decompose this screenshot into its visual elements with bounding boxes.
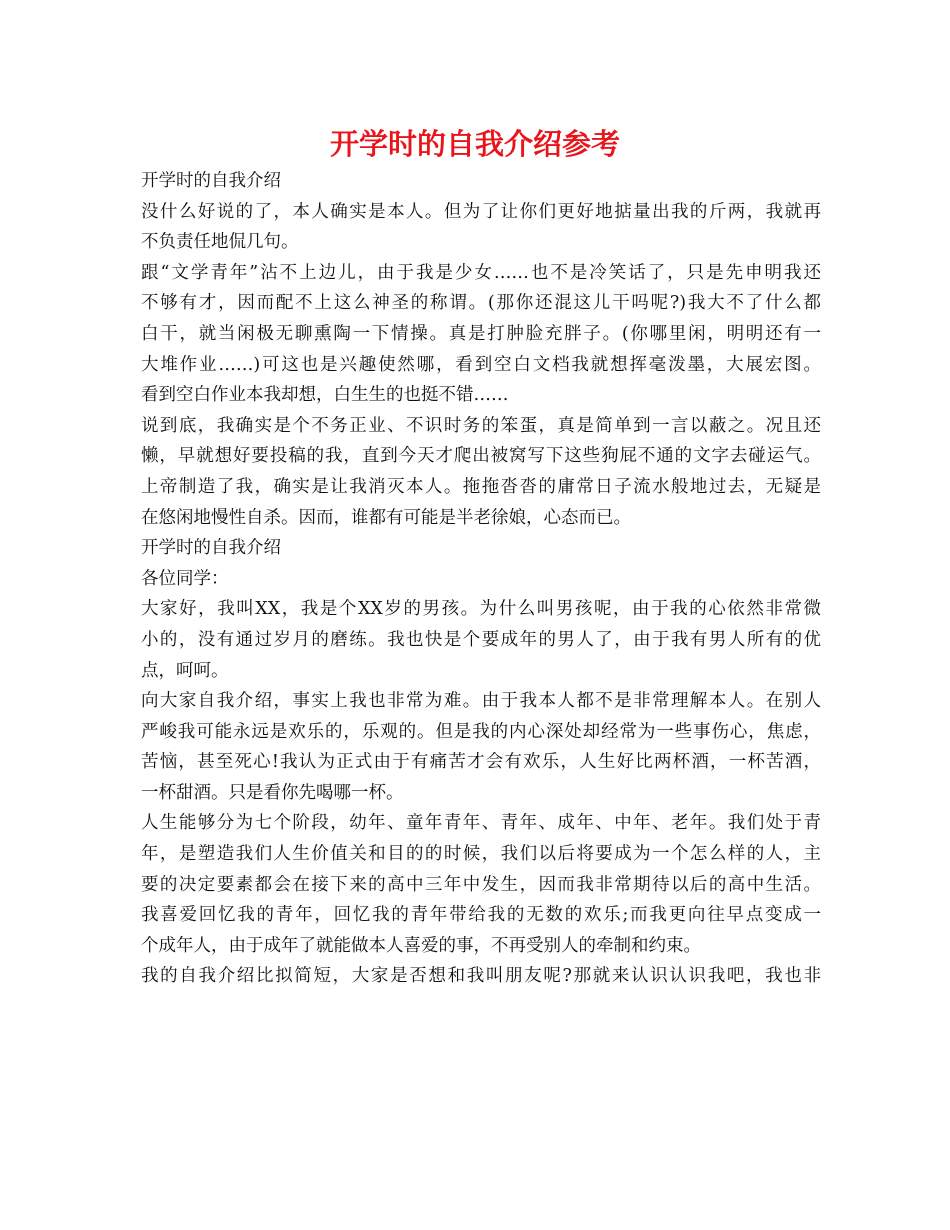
text-line: 跟“文学青年”沾不上边儿，由于我是少女……也不是冷笑话了，只是先申明我还 [141,262,821,283]
text-line: 个成年人，由于成年了就能做本人喜爱的事，不再受别人的牵制和约束。 [141,935,701,956]
text-line: 白干，就当闲极无聊熏陶一下情操。真是打肿脸充胖子。(你哪里闲，明明还有一 [141,323,821,344]
text-line: 开学时的自我介绍 [141,171,281,191]
text-line: 上帝制造了我，确实是让我消灭本人。拖拖沓沓的庸常日子流水般地过去，无疑是 [141,476,821,497]
text-line: 向大家自我介绍，事实上我也非常为难。由于我本人都不是非常理解本人。在别人 [141,691,821,712]
text-line: 各位同学： [141,568,229,589]
text-line: 懒，早就想好要投稿的我，直到今天才爬出被窝写下这些狗屁不通的文字去碰运气。 [141,446,821,467]
text-line: 点，呵呵。 [141,660,229,681]
text-line: 年，是塑造我们人生价值关和目的的时候，我们以后将要成为一个怎么样的人，主 [141,844,821,865]
text-line: 在悠闲地慢性自杀。因而，谁都有可能是半老徐娘，心态而已。 [141,507,631,528]
text-line: 大家好，我叫XX，我是个XX岁的男孩。为什么叫男孩呢，由于我的心依然非常微 [141,599,821,620]
text-line: 不负责任地侃几句。 [141,232,299,253]
text-line: 不够有才，因而配不上这么神圣的称谓。(那你还混这儿干吗呢?)我大不了什么都 [141,293,821,314]
text-line: 严峻我可能永远是欢乐的，乐观的。但是我的内心深处却经常为一些事伤心，焦虑， [141,721,821,742]
text-line: 要的决定要素都会在接下来的高中三年中发生，因而我非常期待以后的高中生活。 [141,874,821,895]
text-line: 我的自我介绍比拟简短，大家是否想和我叫朋友呢?那就来认识认识我吧，我也非 [141,966,821,987]
text-line: 开学时的自我介绍 [141,538,281,559]
text-line: 大堆作业……)可这也是兴趣使然哪，看到空白文档我就想挥毫泼墨，大展宏图。 [141,354,821,375]
text-line: 小的，没有通过岁月的磨练。我也快是个要成年的男人了，由于我有男人所有的优 [141,629,821,650]
text-line: 一杯甜酒。只是看你先喝哪一杯。 [141,782,404,803]
text-line: 我喜爱回忆我的青年，回忆我的青年带给我的无数的欢乐;而我更向往早点变成一 [141,905,821,926]
text-line: 没什么好说的了，本人确实是本人。但为了让你们更好地掂量出我的斤两，我就再 [141,201,821,222]
text-line: 苦恼，甚至死心!我认为正式由于有痛苦才会有欢乐，人生好比两杯酒，一杯苦酒， [141,752,821,773]
document-title: 开学时的自我介绍参考 [329,127,620,161]
document-body [141,166,821,992]
text-line: 人生能够分为七个阶段，幼年、童年青年、青年、成年、中年、老年。我们处于青 [141,813,821,834]
text-line: 看到空白作业本我却想，白生生的也挺不错…… [141,385,509,406]
text-line: 说到底，我确实是个不务正业、不识时务的笨蛋，真是简单到一言以蔽之。况且还 [141,415,821,436]
